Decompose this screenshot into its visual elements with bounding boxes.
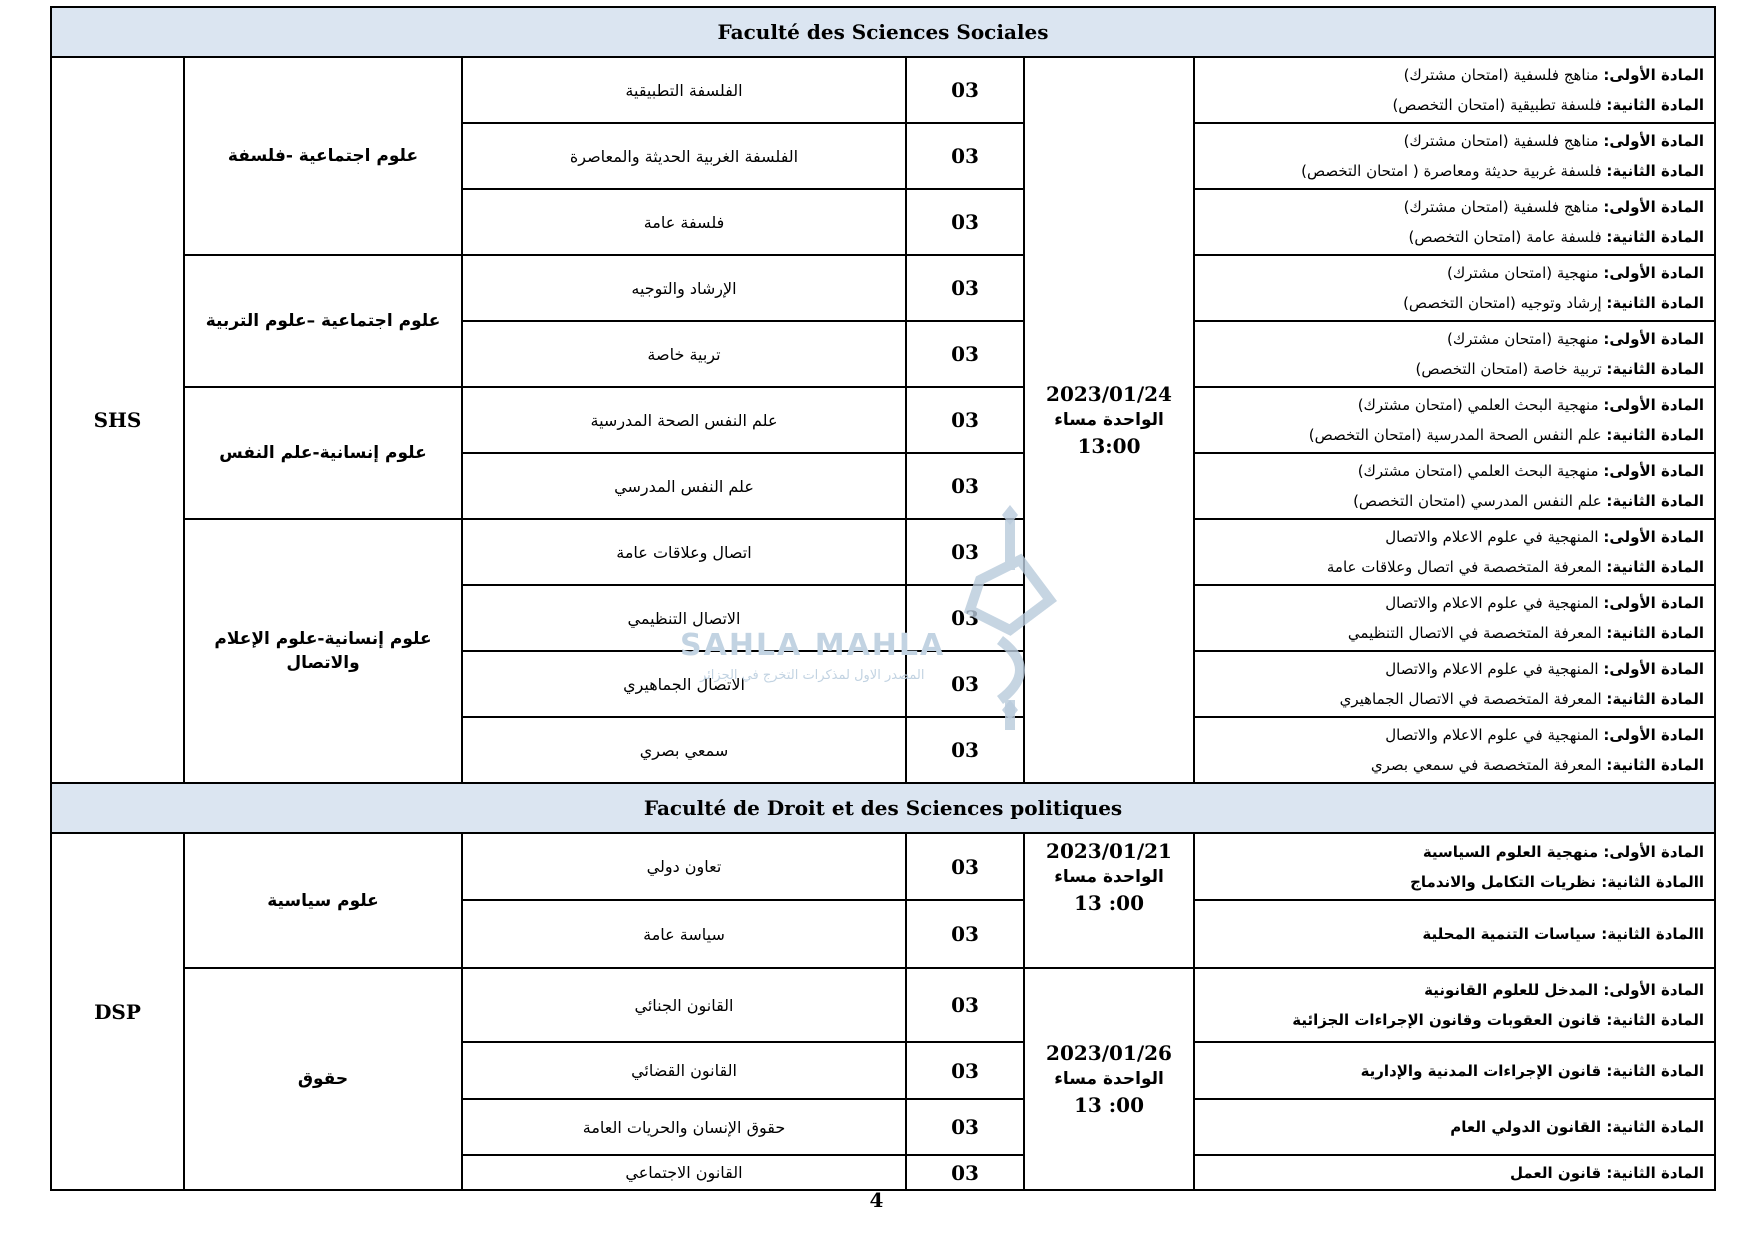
subject-label: المادة الأولى:: [1603, 594, 1705, 612]
subjects-cell: [1194, 968, 1715, 1042]
subject-label: المادة الأولى:: [1603, 264, 1705, 282]
specialty-cell: حقوق الإنسان والحريات العامة: [462, 1099, 906, 1155]
subjects-cell: [1194, 519, 1715, 585]
exam-date-cell: [1024, 968, 1194, 1190]
specialty-cell: الفلسفة الغربية الحديثة والمعاصرة: [462, 123, 906, 189]
subjects-cell: [1194, 453, 1715, 519]
subject-label: المادة الأولى:: [1603, 330, 1705, 348]
subject-label: المادة الأولى:: [1603, 842, 1705, 861]
subject-value: المعرفة المتخصصة في الاتصال الجماهيري: [1339, 690, 1602, 708]
subject-label: المادة الثانية:: [1606, 426, 1705, 444]
exam-date: 2023/01/24: [1046, 382, 1172, 406]
subjects-cell: [1194, 1155, 1715, 1190]
subject-value: المعرفة المتخصصة في اتصال وعلاقات عامة: [1326, 558, 1602, 576]
coefficient-cell: 03: [906, 585, 1024, 651]
subjects-cell: [1194, 321, 1715, 387]
exam-time: 13:00: [1077, 434, 1141, 458]
subject-value: قانون العقوبات وقانون الإجراءات الجزائية: [1292, 1011, 1602, 1029]
subjects-cell: [1194, 833, 1715, 900]
subject-label: المادة الثانية:: [1606, 492, 1705, 510]
subject-value: منهجية (امتحان مشترك): [1447, 264, 1599, 282]
subject-label: المادة الثانية:: [1606, 360, 1705, 378]
watermark-brand: SAHLA MAHLA: [680, 628, 946, 663]
coefficient-cell: 03: [906, 519, 1024, 585]
coefficient-cell: 03: [906, 453, 1024, 519]
coefficient-cell: 03: [906, 717, 1024, 783]
subject-value: علم النفس الصحة المدرسية (امتحان التخصص): [1308, 426, 1602, 444]
subject-label: المادة الثانية:: [1606, 228, 1705, 246]
subject-label: المادة الثانية:: [1606, 294, 1705, 312]
subject-value: تربية خاصة (امتحان التخصص): [1415, 360, 1602, 378]
coefficient-cell: 03: [906, 968, 1024, 1042]
faculty-code: SHS: [51, 57, 184, 783]
subject-label: المادة الثانية:: [1606, 1061, 1705, 1080]
subject-value: قانون العمل: [1509, 1163, 1602, 1182]
specialty-cell: القانون الاجتماعي: [462, 1155, 906, 1190]
specialty-cell: الاتصال الجماهيري: [462, 651, 906, 717]
exam-time-label: الواحدة مساء: [1054, 867, 1164, 887]
domain-cell: علوم اجتماعية –علوم التربية: [184, 255, 462, 387]
subject-value: فلسفة غربية حديثة ومعاصرة ( امتحان التخصص): [1301, 162, 1602, 180]
watermark-tagline: المصدر الاول لمذكرات التخرج في الجزائر: [700, 668, 925, 683]
subject-value: فلسفة تطبيقية (امتحان التخصص): [1392, 96, 1602, 114]
specialty-cell: القانون الجنائي: [462, 968, 906, 1042]
domain-cell: علوم اجتماعية -فلسفة: [184, 57, 462, 255]
subject-label: المادة الثانية:: [1606, 756, 1705, 774]
subject-value: إرشاد وتوجيه (امتحان التخصص): [1403, 294, 1602, 312]
specialty-cell: سياسة عامة: [462, 900, 906, 968]
coefficient-cell: 03: [906, 189, 1024, 255]
subjects-cell: [1194, 717, 1715, 783]
subject-value: القانون الدولي العام: [1450, 1118, 1602, 1136]
faculty-header-social-sciences: Faculté des Sciences Sociales: [51, 7, 1715, 57]
subject-label: المادة الثانية:: [1606, 162, 1705, 180]
domain-cell: علوم سياسية: [184, 833, 462, 968]
coefficient-cell: 03: [906, 900, 1024, 968]
subject-value: المنهجية في علوم الاعلام والاتصال: [1385, 594, 1599, 612]
subject-label: االمادة الثانية:: [1601, 925, 1705, 943]
coefficient-cell: 03: [906, 387, 1024, 453]
subjects-cell: [1194, 57, 1715, 123]
domain-cell: علوم إنسانية-علوم الإعلام والاتصال: [184, 519, 462, 783]
exam-time: 13 :00: [1073, 1093, 1144, 1117]
subject-label: االمادة الثانية:: [1601, 872, 1705, 891]
subject-value: المنهجية في علوم الاعلام والاتصال: [1385, 660, 1599, 678]
exam-date: 2023/01/26: [1046, 1041, 1172, 1065]
subject-value: مناهج فلسفية (امتحان مشترك): [1403, 132, 1599, 150]
subject-value: المنهجية في علوم الاعلام والاتصال: [1385, 726, 1599, 744]
subjects-cell: [1194, 123, 1715, 189]
subjects-cell: [1194, 651, 1715, 717]
subjects-cell: [1194, 1042, 1715, 1099]
page-number: 4: [869, 1188, 884, 1212]
exam-time: 13 :00: [1073, 891, 1144, 915]
subjects-cell: [1194, 585, 1715, 651]
subject-value: مناهج فلسفية (امتحان مشترك): [1403, 66, 1599, 84]
subject-label: المادة الأولى:: [1603, 726, 1705, 744]
subject-label: المادة الأولى:: [1603, 981, 1705, 999]
subject-value: منهجية البحث العلمي (امتحان مشترك): [1357, 396, 1599, 414]
coefficient-cell: 03: [906, 1155, 1024, 1190]
specialty-cell: القانون القضائي: [462, 1042, 906, 1099]
subject-label: المادة الأولى:: [1603, 462, 1705, 480]
subject-label: المادة الثانية:: [1606, 690, 1705, 708]
subject-label: المادة الثانية:: [1606, 1118, 1705, 1136]
subject-label: المادة الثانية:: [1606, 1163, 1705, 1182]
subject-label: المادة الثانية:: [1606, 558, 1705, 576]
specialty-cell: الإرشاد والتوجيه: [462, 255, 906, 321]
coefficient-cell: 03: [906, 1099, 1024, 1155]
domain-cell: علوم إنسانية-علم النفس: [184, 387, 462, 519]
subject-value: المدخل للعلوم القانونية: [1424, 981, 1599, 999]
exam-date-cell: [1024, 833, 1194, 968]
specialty-cell: الفلسفة التطبيقية: [462, 57, 906, 123]
coefficient-cell: 03: [906, 255, 1024, 321]
specialty-cell: تربية خاصة: [462, 321, 906, 387]
coefficient-cell: 03: [906, 321, 1024, 387]
schedule-table: [50, 6, 1716, 1191]
subject-label: المادة الأولى:: [1603, 198, 1705, 216]
coefficient-cell: 03: [906, 833, 1024, 900]
coefficient-cell: 03: [906, 57, 1024, 123]
subject-label: المادة الثانية:: [1606, 624, 1705, 642]
subject-value: سياسات التنمية المحلية: [1422, 925, 1597, 943]
subject-value: المعرفة المتخصصة في سمعي بصري: [1370, 756, 1602, 774]
coefficient-cell: 03: [906, 123, 1024, 189]
subjects-cell: [1194, 189, 1715, 255]
subject-value: فلسفة عامة (امتحان التخصص): [1408, 228, 1602, 246]
subject-label: المادة الثانية:: [1606, 96, 1705, 114]
coefficient-cell: 03: [906, 651, 1024, 717]
subject-label: المادة الأولى:: [1603, 132, 1705, 150]
specialty-cell: علم النفس المدرسي: [462, 453, 906, 519]
specialty-cell: الاتصال التنظيمي: [462, 585, 906, 651]
specialty-cell: اتصال وعلاقات عامة: [462, 519, 906, 585]
subject-value: قانون الإجراءات المدنية والإدارية: [1360, 1061, 1602, 1080]
exam-date-cell: [1024, 57, 1194, 783]
specialty-cell: تعاون دولي: [462, 833, 906, 900]
faculty-code: DSP: [51, 833, 184, 1190]
specialty-cell: علم النفس الصحة المدرسية: [462, 387, 906, 453]
subjects-cell: [1194, 387, 1715, 453]
subjects-cell: [1194, 1099, 1715, 1155]
exam-time-label: الواحدة مساء: [1054, 1069, 1164, 1089]
specialty-cell: سمعي بصري: [462, 717, 906, 783]
domain-cell: حقوق: [184, 968, 462, 1190]
exam-date: 2023/01/21: [1046, 839, 1172, 863]
subjects-cell: [1194, 255, 1715, 321]
specialty-cell: فلسفة عامة: [462, 189, 906, 255]
subjects-cell: [1194, 900, 1715, 968]
subject-value: علم النفس المدرسي (امتحان التخصص): [1353, 492, 1602, 510]
subject-value: المنهجية في علوم الاعلام والاتصال: [1385, 528, 1599, 546]
subject-value: منهجية العلوم السياسية: [1422, 842, 1599, 861]
subject-value: منهجية البحث العلمي (امتحان مشترك): [1357, 462, 1599, 480]
faculty-header-law: Faculté de Droit et des Sciences politiques: [51, 783, 1715, 833]
subject-label: المادة الأولى:: [1603, 396, 1705, 414]
subject-label: المادة الثانية:: [1606, 1011, 1705, 1029]
subject-value: مناهج فلسفية (امتحان مشترك): [1403, 198, 1599, 216]
subject-label: المادة الأولى:: [1603, 528, 1705, 546]
subject-value: منهجية (امتحان مشترك): [1447, 330, 1599, 348]
subject-label: المادة الأولى:: [1603, 66, 1705, 84]
coefficient-cell: 03: [906, 1042, 1024, 1099]
subject-label: المادة الأولى:: [1603, 660, 1705, 678]
subject-value: نظريات التكامل والاندماج: [1410, 872, 1597, 891]
subject-value: المعرفة المتخصصة في الاتصال التنظيمي: [1347, 624, 1602, 642]
exam-time-label: الواحدة مساء: [1054, 410, 1164, 430]
